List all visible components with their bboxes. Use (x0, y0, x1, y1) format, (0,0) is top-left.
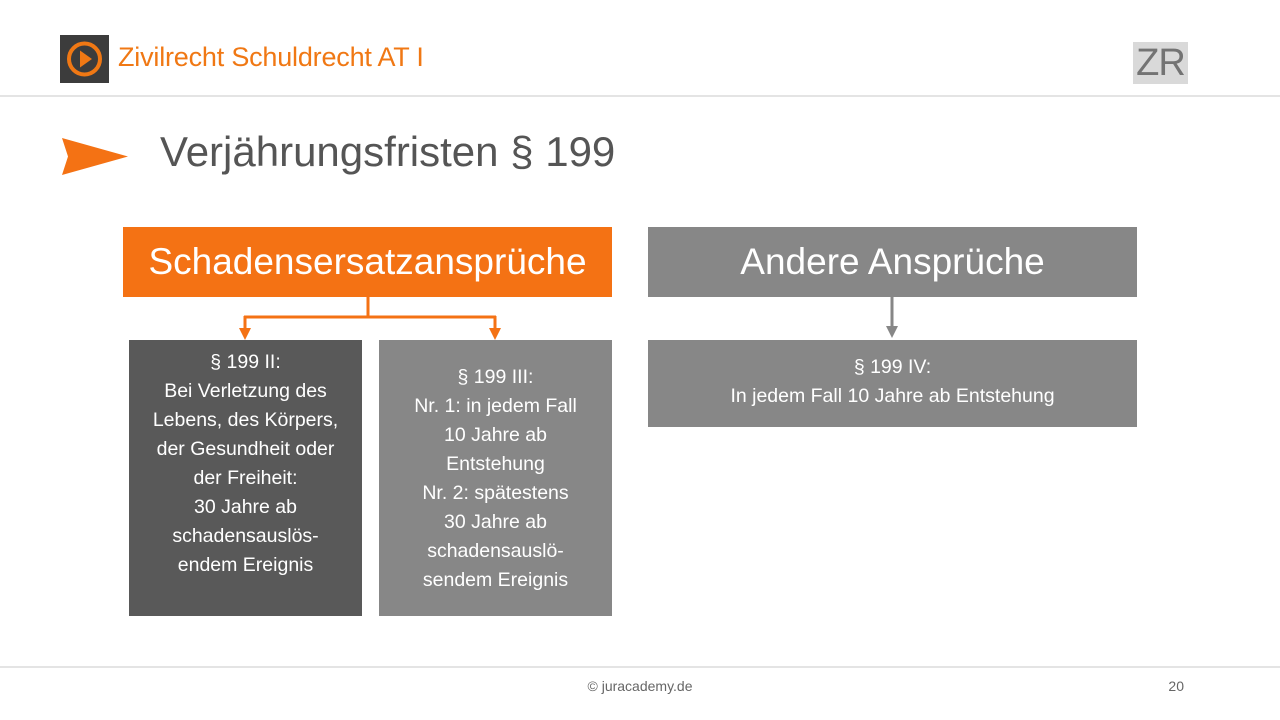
arrow-down-icon (489, 328, 501, 340)
footer-copyright: © juracademy.de (587, 678, 693, 694)
footer-divider (0, 666, 1280, 668)
section-199-iii-text: § 199 III: Nr. 1: in jedem Fall 10 Jahre ab Entstehung Nr. 2: spätestens 30 Jahre ab schadensauslö- sendem Ereignis (414, 366, 577, 591)
subject-badge: ZR (1133, 42, 1188, 84)
section-199-iii-box (379, 340, 612, 616)
other-claims-label: Andere Ansprüche (740, 241, 1045, 282)
page-number: 20 (1168, 678, 1184, 694)
course-title: Zivilrecht Schuldrecht AT I (118, 42, 424, 72)
section-199-ii-text: § 199 II: Bei Verletzung des Lebens, des Körpers, der Gesundheit oder der Freiheit: 30 Jahre ab schadensauslös- endem Ereignis (152, 351, 339, 576)
section-199-ii-box (129, 340, 362, 616)
arrow-down-icon (239, 328, 251, 340)
section-199-iv-text: § 199 IV: In jedem Fall 10 Jahre ab Entstehung (730, 356, 1055, 407)
slide-title: Verjährungsfristen § 199 (160, 128, 616, 175)
damages-claims-label: Schadensersatzansprüche (148, 241, 587, 282)
section-199-iv-box (648, 340, 1137, 427)
arrow-down-icon (886, 326, 898, 338)
